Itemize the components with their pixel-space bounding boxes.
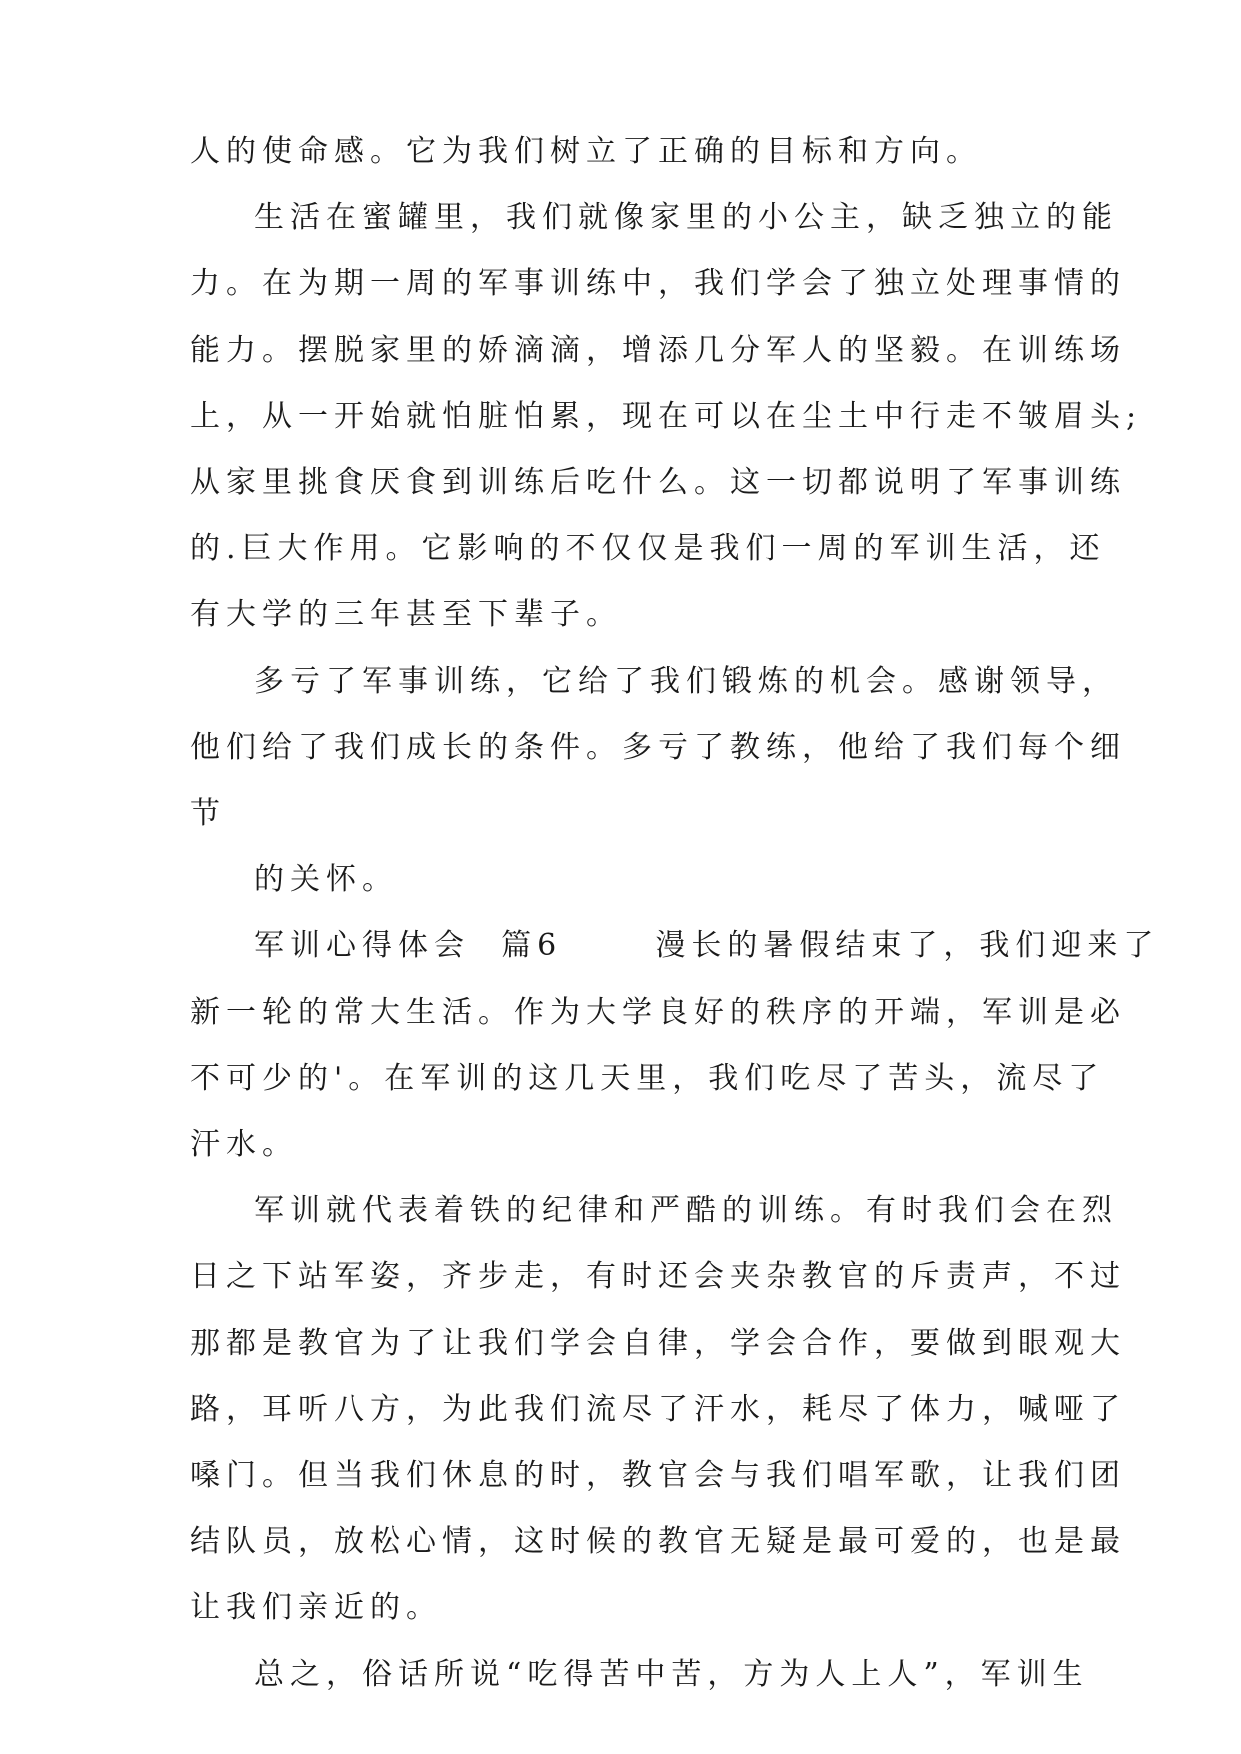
text-line: 人的使命感。它为我们树立了正确的目标和方向。 bbox=[190, 134, 982, 169]
text-line: 汗水。 bbox=[190, 1127, 298, 1162]
text-line: 上，从一开始就怕脏怕累，现在可以在尘土中行走不皱眉头; bbox=[190, 399, 1143, 434]
text-line: 路，耳听八方，为此我们流尽了汗水，耗尽了体力，喊哑了 bbox=[190, 1392, 1126, 1427]
text-line: 军训就代表着铁的纪律和严酷的训练。有时我们会在烈 bbox=[254, 1193, 1118, 1228]
text-line: 能力。摆脱家里的娇滴滴，增添几分军人的坚毅。在训练场 bbox=[190, 333, 1126, 368]
text-line: 他们给了我们成长的条件。多亏了教练，他给了我们每个细 bbox=[190, 730, 1126, 765]
text-line: 多亏了军事训练，它给了我们锻炼的机会。感谢领导， bbox=[254, 664, 1118, 699]
text-line: 有大学的三年甚至下辈子。 bbox=[190, 597, 622, 632]
text-line: 总之，俗话所说“吃得苦中苦，方为人上人”，军训生 bbox=[254, 1657, 1089, 1692]
text-line: 那都是教官为了让我们学会自律，学会合作，要做到眼观大 bbox=[190, 1326, 1126, 1361]
text-line: 新一轮的常大生活。作为大学良好的秩序的开端，军训是必 bbox=[190, 995, 1126, 1030]
text-line: 的关怀。 bbox=[254, 862, 398, 897]
text-line: 节 bbox=[190, 796, 226, 831]
text-line: 从家里挑食厌食到训练后吃什么。这一切都说明了军事训练 bbox=[190, 465, 1126, 500]
text-line: 让我们亲近的。 bbox=[190, 1590, 442, 1625]
text-line: 日之下站军姿，齐步走，有时还会夹杂教官的斥责声，不过 bbox=[190, 1259, 1126, 1294]
text-line: 嗓门。但当我们休息的时，教官会与我们唱军歌，让我们团 bbox=[190, 1458, 1126, 1493]
section-heading-line: 军训心得体会 篇6 漫长的暑假结束了，我们迎来了 bbox=[254, 928, 1160, 963]
text-line: 结队员，放松心情，这时候的教官无疑是最可爱的，也是最 bbox=[190, 1524, 1126, 1559]
text-line: 力。在为期一周的军事训练中，我们学会了独立处理事情的 bbox=[190, 266, 1126, 301]
text-line: 的.巨大作用。它影响的不仅仅是我们一周的军训生活，还 bbox=[190, 531, 1106, 566]
text-line: 不可少的'。在军训的这几天里，我们吃尽了苦头，流尽了 bbox=[190, 1061, 1105, 1096]
text-line: 生活在蜜罐里，我们就像家里的小公主，缺乏独立的能 bbox=[254, 200, 1118, 235]
